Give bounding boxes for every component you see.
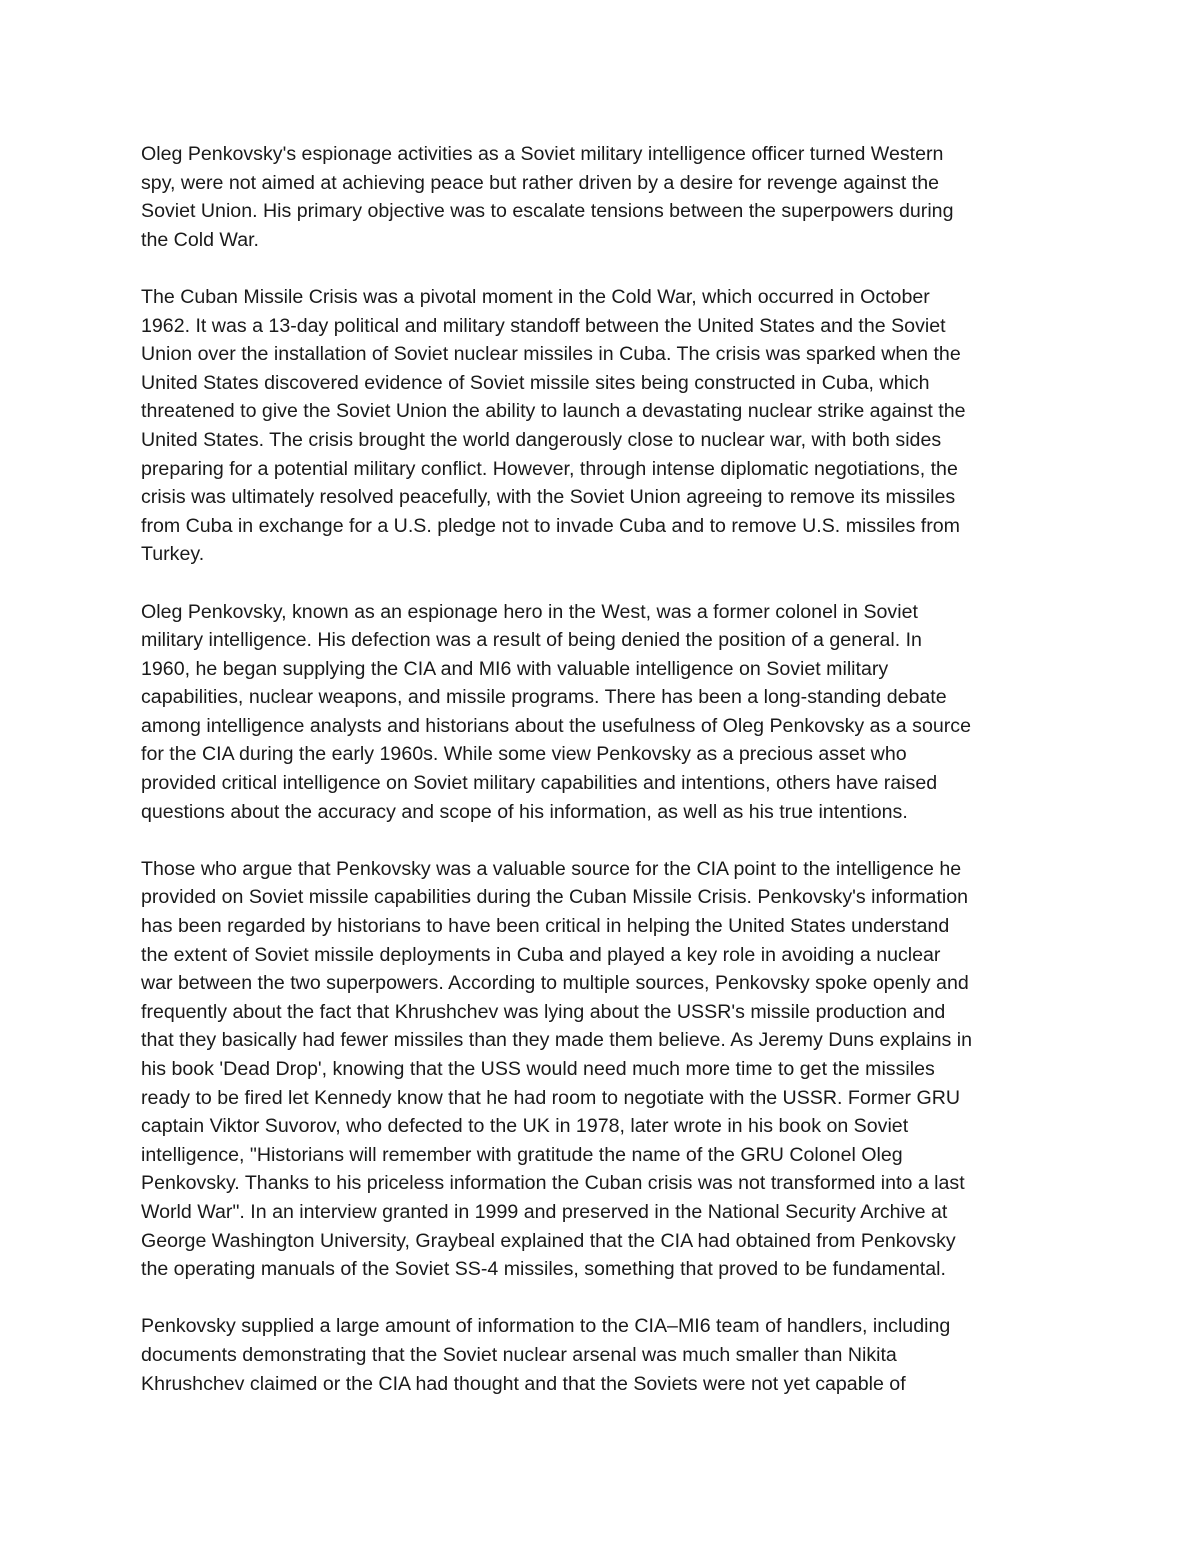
text-line: questions about the accuracy and scope of his information, as well as his true intentions.	[141, 800, 908, 823]
text-line: preparing for a potential military conflict. However, through intense diplomatic negotiations, the	[141, 457, 958, 480]
text-line: from Cuba in exchange for a U.S. pledge not to invade Cuba and to remove U.S. missiles from	[141, 514, 960, 537]
text-line: that they basically had fewer missiles than they made them believe. As Jeremy Duns explains in	[141, 1029, 972, 1052]
paragraph-valuable-source	[141, 855, 1071, 1284]
text-line: Turkey.	[141, 543, 205, 566]
text-line: 1962. It was a 13-day political and military standoff between the United States and the Soviet	[141, 314, 946, 337]
text-line: captain Viktor Suvorov, who defected to the UK in 1978, later wrote in his book on Soviet	[141, 1115, 909, 1138]
text-line: threatened to give the Soviet Union the ability to launch a devastating nuclear strike against the	[141, 400, 966, 423]
text-line: Soviet Union. His primary objective was to escalate tensions between the superpowers during	[141, 200, 954, 223]
text-line: Union over the installation of Soviet nuclear missiles in Cuba. The crisis was sparked when the	[141, 343, 961, 366]
text-line: capabilities, nuclear weapons, and missile programs. There has been a long-standing debate	[141, 686, 947, 709]
text-line: documents demonstrating that the Soviet nuclear arsenal was much smaller than Nikita	[141, 1343, 897, 1366]
text-line: United States discovered evidence of Soviet missile sites being constructed in Cuba, which	[141, 371, 930, 394]
text-line: 1960, he began supplying the CIA and MI6 with valuable intelligence on Soviet military	[141, 657, 889, 680]
text-line: ready to be fired let Kennedy know that he had room to negotiate with the USSR. Former GRU	[141, 1086, 961, 1109]
text-line: provided on Soviet missile capabilities during the Cuban Missile Crisis. Penkovsky's information	[141, 886, 969, 909]
paragraph-cuban-missile-crisis	[141, 283, 1071, 569]
paragraph-penkovsky-background	[141, 598, 1071, 827]
document-body	[141, 140, 1071, 1427]
paragraph-penkovsky-intro	[141, 140, 1071, 254]
text-line: United States. The crisis brought the world dangerously close to nuclear war, with both sides	[141, 428, 942, 451]
text-line: provided critical intelligence on Soviet military capabilities and intentions, others have raised	[141, 772, 938, 795]
text-line: for the CIA during the early 1960s. While some view Penkovsky as a precious asset who	[141, 743, 907, 766]
text-line: his book 'Dead Drop', knowing that the USS would need much more time to get the missiles	[141, 1058, 935, 1080]
text-line: intelligence, "Historians will remember with gratitude the name of the GRU Colonel Oleg	[141, 1143, 903, 1166]
text-line: The Cuban Missile Crisis was a pivotal moment in the Cold War, which occurred in October	[141, 285, 930, 308]
text-line: crisis was ultimately resolved peacefully, with the Soviet Union agreeing to remove its missiles	[141, 486, 956, 509]
text-line: World War". In an interview granted in 1999 and preserved in the National Security Archive at	[141, 1200, 948, 1223]
text-line: the Cold War.	[141, 228, 259, 251]
paragraph-information-supplied	[141, 1312, 1071, 1398]
text-line: Oleg Penkovsky's espionage activities as a Soviet military intelligence officer turned Western	[141, 143, 944, 165]
text-line: Khrushchev claimed or the CIA had thought and that the Soviets were not yet capable of	[141, 1372, 906, 1395]
text-line: among intelligence analysts and historians about the usefulness of Oleg Penkovsky as a source	[141, 714, 971, 737]
text-line: Penkovsky supplied a large amount of information to the CIA–MI6 team of handlers, including	[141, 1315, 951, 1338]
text-line: spy, were not aimed at achieving peace but rather driven by a desire for revenge against the	[141, 171, 940, 194]
text-line: the extent of Soviet missile deployments in Cuba and played a key role in avoiding a nuclear	[141, 943, 941, 966]
text-line: military intelligence. His defection was a result of being denied the position of a general. In	[141, 629, 922, 652]
text-line: Penkovsky. Thanks to his priceless information the Cuban crisis was not transformed into a last	[141, 1172, 965, 1195]
text-line: George Washington University, Graybeal explained that the CIA had obtained from Penkovsky	[141, 1229, 956, 1252]
text-line: frequently about the fact that Khrushchev was lying about the USSR's missile production and	[141, 1000, 946, 1023]
text-line: the operating manuals of the Soviet SS-4 missiles, something that proved to be fundamental.	[141, 1258, 946, 1281]
text-line: war between the two superpowers. According to multiple sources, Penkovsky spoke openly and	[141, 972, 969, 995]
text-line: has been regarded by historians to have been critical in helping the United States understand	[141, 915, 950, 938]
text-line: Oleg Penkovsky, known as an espionage hero in the West, was a former colonel in Soviet	[141, 600, 918, 623]
text-line: Those who argue that Penkovsky was a valuable source for the CIA point to the intelligence he	[141, 857, 962, 880]
